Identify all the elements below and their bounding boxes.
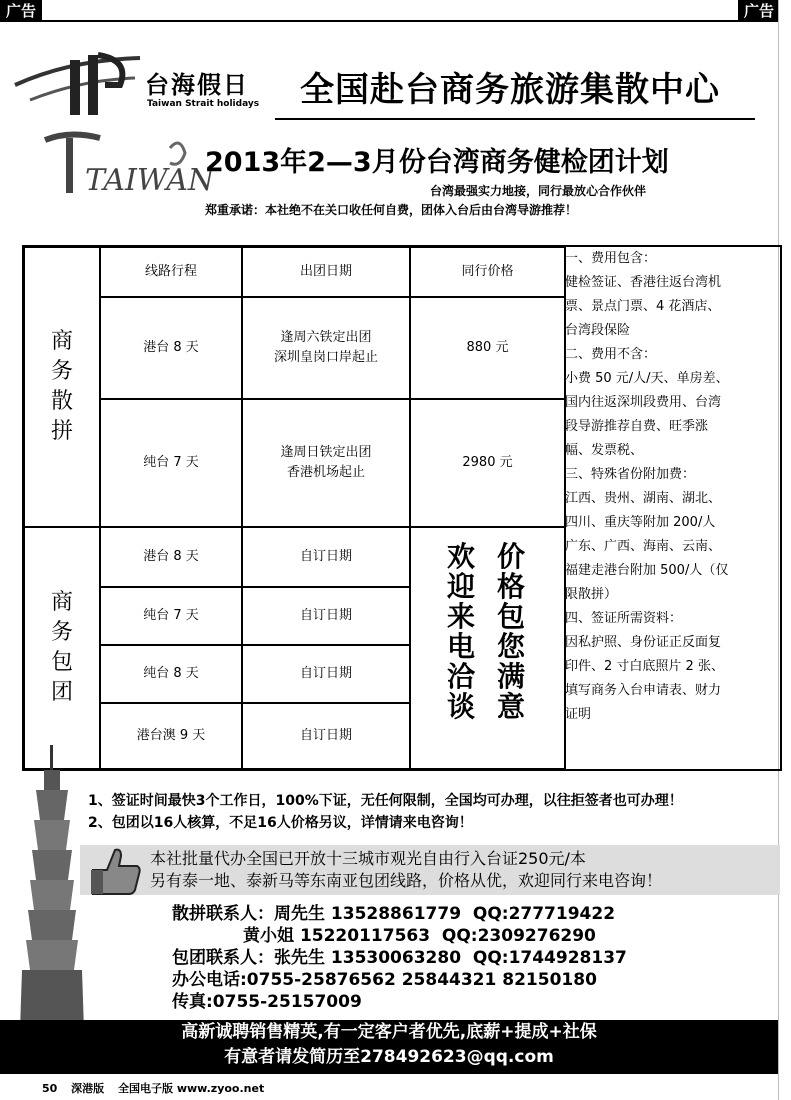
header-route: 线路行程 [100,247,242,297]
fee-line: 健检签证、香港往返台湾机 [565,275,722,290]
fee-line: 因私护照、身份证正反面复 [565,635,722,650]
fee-line: 广东、广西、海南、云南、 [565,539,722,554]
table-row-route: 纯台 7 天 [100,399,242,527]
headline: 全国赴台商务旅游集散中心 [300,70,720,110]
fee-line: 幅、发票税、 [565,443,644,458]
table-row-date: 自订日期 [242,645,410,703]
top-rule [0,20,778,22]
page-number: 50 [42,1082,58,1095]
visa-note: 1、签证时间最快3个工作日，100%下证，无任何限制，全国均可办理，以往拒签者也可办理！ [88,793,683,809]
brand-name-en: Taiwan Strait holidays [147,99,260,109]
section-label-group: 商务包团 [24,527,100,769]
table-row-price: 2980 元 [410,399,565,527]
promo-text: 本社批量代办全国已开放十三城市观光自由行入台证250元/本 另有泰一地、泰新马等东南亚包团线路，价格从优，欢迎同行来电咨询！ [150,849,663,890]
fee-line: 段导游推荐自费、旺季涨 [565,419,709,434]
fee-line: 填写商务入台申请表、财力 [565,683,722,698]
ad-label-right: 广告 [738,0,780,22]
price-promise-text: 价格包您满意 [496,540,525,723]
table-row-date: 自订日期 [242,703,410,769]
fee-line: 四、签证所需资料： [565,611,683,626]
table-row-route: 港台 8 天 [100,527,242,587]
taiwan-logo [40,128,215,208]
ad-label-left: 广告 [0,0,42,22]
partner-slogan: 台湾最强实力地接，同行最放心合作伙伴 [430,184,647,198]
taiwan-logo-text: TAIWAN [85,163,215,198]
fee-line: 票、景点门票、4 花酒店、 [565,299,721,314]
fee-info [565,247,770,727]
plan-title: 2013年2—3月份台湾商务健检团计划 [205,147,669,178]
header-date: 出团日期 [242,247,410,297]
headline-rule [275,118,755,120]
table-row-price: 880 元 [410,297,565,399]
thumbs-up-icon [85,840,145,900]
table-row-date: 自订日期 [242,587,410,645]
fee-line: 四川、重庆等附加 200/人 [565,515,716,530]
header-price: 同行价格 [410,247,565,297]
edition-label: 深港版 [71,1082,105,1095]
fee-line: 福建走港台附加 500/人（仅 [565,563,729,578]
recruitment-bar: 高新诚聘销售精英,有一定客户者优先,底薪+提成+社保 有意者请发简历至278492623@qq.com [0,1020,778,1074]
page-footer [42,1080,274,1096]
contact-line: 包团联系人：张先生 13530063280 QQ:1744928137 [172,948,627,968]
site-url: 全国电子版 www.zyoo.net [118,1082,265,1095]
fee-line: 江西、贵州、湖南、湖北、 [565,491,722,506]
table-row-route: 港台澳 9 天 [100,703,242,769]
section-label-scattered: 商务散拼 [24,247,100,527]
office-phone: 办公电话:0755-25876562 25844321 82150180 [172,970,597,990]
fax: 传真:0755-25157009 [172,992,362,1012]
visa-note: 2、包团以16人核算，不足16人价格另议，详情请来电咨询！ [88,815,473,831]
table-row-date: 逢周日铁定出团 香港机场起止 [242,399,410,527]
fee-line: 三、特殊省份附加费： [565,467,696,482]
contact-line: 散拼联系人：周先生 13528861779 QQ:277719422 [172,904,616,924]
fee-line: 限散拼） [565,587,618,602]
welcome-cell [410,527,565,769]
table-row-route: 纯台 7 天 [100,587,242,645]
taiwan-calligraphy-icon [40,128,215,208]
fee-line: 一、费用包含： [565,251,657,266]
brand-name: 台海假日 [145,71,249,99]
fee-line: 小费 50 元/人/天、单房差、 [565,371,729,386]
fee-line: 国内往返深圳段费用、台湾 [565,395,722,410]
table-row-date: 自订日期 [242,527,410,587]
fee-line: 台湾段保险 [565,323,631,338]
fee-line: 印件、2 寸白底照片 2 张、 [565,659,724,674]
welcome-text: 欢迎来电洽谈 [446,540,475,723]
visa-notes [88,790,683,834]
fee-line: 二、费用不含： [565,347,657,362]
table-row-route: 港台 8 天 [100,297,242,399]
table-row-route: 纯台 8 天 [100,645,242,703]
table-row-date: 逢周六铁定出团 深圳皇岗口岸起止 [242,297,410,399]
contact-info [172,903,627,1013]
promise-note: 郑重承诺：本社绝不在关口收任何自费，团体入台后由台湾导游推荐！ [205,203,578,217]
fee-line: 证明 [565,707,592,722]
contact-line: 黄小姐 15220117563 QQ:2309276290 [172,926,596,946]
